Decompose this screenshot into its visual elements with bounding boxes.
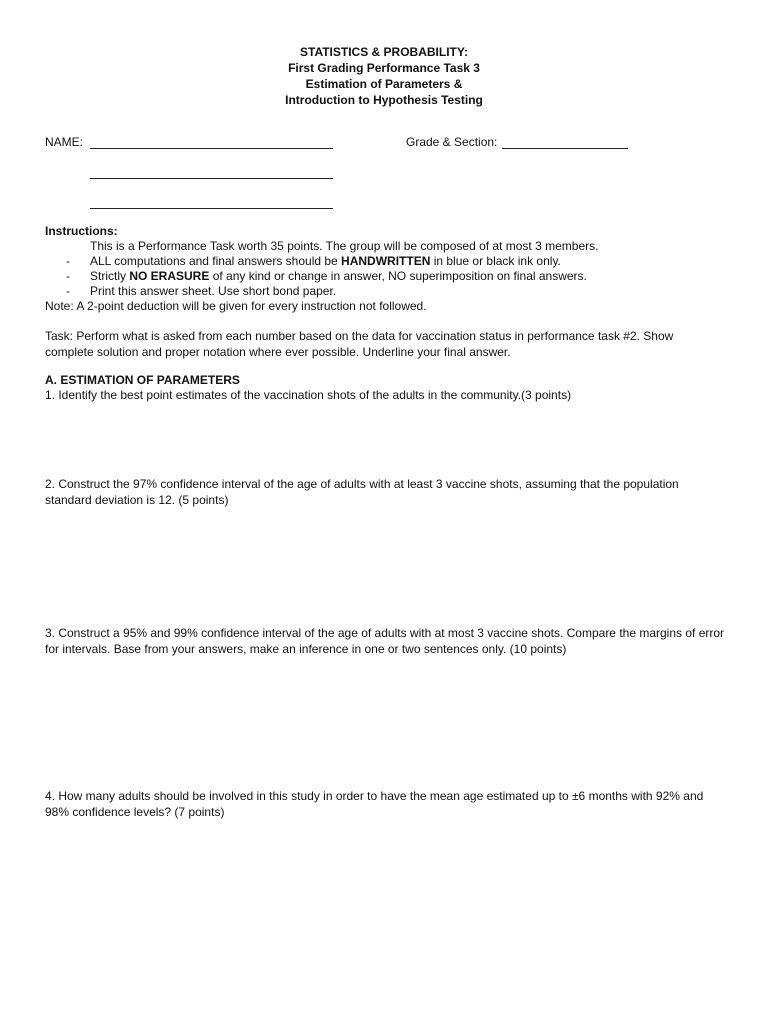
- document-title: [0, 44, 768, 108]
- title-line-1: STATISTICS & PROBABILITY:: [300, 45, 468, 59]
- instruction-bullet-2: [90, 269, 587, 284]
- instruction-bullet-3: Print this answer sheet. Use short bond paper.: [90, 284, 337, 298]
- section-a-heading: A. ESTIMATION OF PARAMETERS: [45, 373, 240, 387]
- question-2: 2. Construct the 97% confidence interval of the age of adults with at least 3 vaccine shots, assuming that the population standard deviation is 12. (5 points): [45, 477, 679, 507]
- bullet-2-text-post: of any kind or change in answer, NO superimposition on final answers.: [209, 269, 587, 283]
- instructions-heading: Instructions:: [45, 224, 118, 238]
- title-line-3: Estimation of Parameters &: [305, 77, 463, 91]
- instruction-bullet-1: [90, 254, 561, 269]
- bullet-1-text-bold: HANDWRITTEN: [341, 254, 431, 268]
- grade-section-field-line[interactable]: [502, 148, 628, 149]
- title-line-2: First Grading Performance Task 3: [288, 61, 480, 75]
- name-label: NAME:: [45, 135, 84, 149]
- bullet-marker-1: -: [66, 254, 70, 268]
- name-field-line-2[interactable]: [90, 178, 333, 179]
- bullet-marker-2: -: [66, 269, 70, 283]
- bullet-2-text-pre: Strictly: [90, 269, 130, 283]
- grade-section-label: Grade & Section:: [406, 135, 498, 149]
- bullet-1-text-pre: ALL computations and final answers should be: [90, 254, 342, 268]
- name-field-line-3[interactable]: [90, 208, 333, 209]
- instructions-intro: This is a Performance Task worth 35 points. The group will be composed of at most 3 members.: [90, 239, 599, 253]
- bullet-2-text-bold: NO ERASURE: [129, 269, 210, 283]
- task-text: Task: Perform what is asked from each number based on the data for vaccination status in performance task #2. Show complete solution and proper notation where ever possible. Underline your final answer.: [45, 329, 674, 359]
- title-line-4: Introduction to Hypothesis Testing: [285, 93, 483, 107]
- instructions-note: Note: A 2-point deduction will be given for every instruction not followed.: [45, 299, 427, 313]
- question-3: 3. Construct a 95% and 99% confidence interval of the age of adults with at most 3 vaccine shots. Compare the margins of error for intervals. Base from your answers, make an inference in one or two sentences only. (10 points): [45, 626, 725, 656]
- question-4: 4. How many adults should be involved in this study in order to have the mean age estimated up to ±6 months with 92% and 98% confidence levels? (7 points): [45, 789, 704, 819]
- bullet-1-text-post: in blue or black ink only.: [430, 254, 561, 268]
- bullet-marker-3: -: [66, 284, 70, 298]
- question-1: 1. Identify the best point estimates of the vaccination shots of the adults in the community.(3 points): [45, 388, 572, 402]
- name-field-line-1[interactable]: [90, 148, 333, 149]
